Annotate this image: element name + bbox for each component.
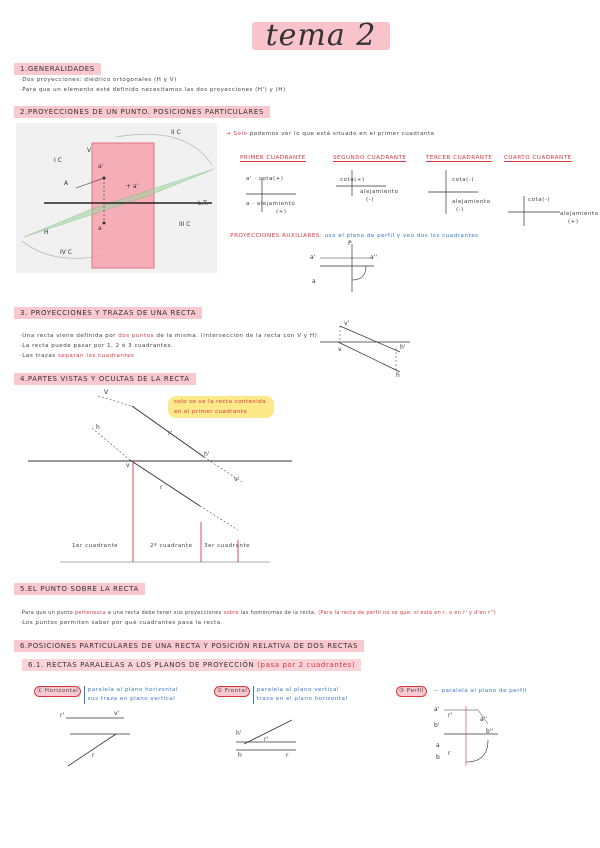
quadrant-label-4: IV C [60,249,72,256]
case1-plus: (+) [276,209,287,215]
point-label-a-prime: a' [98,163,104,170]
vistas-label-r: r [160,484,163,491]
point-label-a-upper: A [64,180,69,187]
case2-cota: cota(+) [340,177,365,183]
horizontal-label-r: r [92,752,95,759]
perfil-label-p: P [348,240,352,247]
perfil-label-a: a [312,278,316,285]
plane-label-v: V [87,147,92,154]
recta-line-1: ·Una recta viene definida por dos puntos de la misma. (intersección de la recta con V y H) [20,333,318,339]
paralela-frontal: ② Frontal paralela al plano vertical traza en el plano horizontal [214,686,348,704]
point-label-plus-a: + a' [126,183,139,190]
frontal-label-r-prime: r' [264,736,269,743]
paralela-perfil: ③ Perfil — paralela al plano de perfil [396,686,527,697]
vistas-label-h: h [96,424,100,431]
section-heading-vistas: 4.PARTES VISTAS Y OCULTAS DE LA RECTA [14,373,196,385]
recta-line-2: ·La recta puede pasar por 1, 2 ó 3 cuadrantes. [20,343,174,349]
zone-3: 3er cuadrante [204,543,251,549]
generalidades-line-2: ·Para que un elemento esté definido necesitamos las dos proyecciones (H') y (H) [20,87,286,93]
recta-label-v: v [338,346,342,353]
frontal-label-h-prime: h' [236,730,242,737]
quadrant-label-1: I C [54,157,62,164]
case2-alejamiento: alejamiento [360,189,399,195]
zone-1: 1er cuadrante [72,543,119,549]
case-4-heading: CUARTO CUADRANTE [504,155,572,161]
intro-line: → Solo podemos ver lo que está situado en el primer cuadrante [226,131,435,137]
vistas-note: solo se ve la recta contenida en el primer cuadrante [168,396,274,418]
quadrant-label-2: II C [171,129,181,136]
generalidades-line-1: ·Dos proyecciones: diédrico ortogonales (H y V) [20,77,177,83]
punto-recta-line-2: ·Los puntos permiten saber por qué cuadrantes pasa la recta. [20,620,223,626]
punto-recta-line-1: ·Para que un punto pertenezca a una recta debe tener sus proyecciones sobre las homónimas de la recta. (Para la recta de perfil no se que: si está en r, o en r' y d'en r'') [20,610,497,616]
vistas-label-v: v [126,462,130,469]
case1-alejamiento: a · alejamiento [246,201,296,207]
case1-cota: a' · cota(+) [246,176,284,182]
section-heading-posiciones: 6.POSICIONES PARTICULARES DE UNA RECTA Y POSICIÓN RELATIVA DE DOS RECTAS [14,640,364,652]
section-heading-proyecciones-punto: 2.PROYECCIONES DE UN PUNTO. POSICIONES PARTICULARES [14,106,270,118]
frontal-label-h: h [238,752,242,759]
perfil-label-r-prime-6: r' [448,712,453,719]
point-label-a: a [98,225,102,232]
quadrant-label-3: III C [179,221,191,228]
subsection-heading-paralelas: 6.1. RECTAS PARALELAS A LOS PLANOS DE PROYECCIÓN (pasa por 2 cuadrantes) [22,659,361,671]
perfil-label-a-prime: a' [310,254,316,261]
case4-plus: (+) [568,219,579,225]
case-2-heading: SEGUNDO CUADRANTE [333,155,407,161]
section-heading-generalidades: 1.GENERALIDADES [14,63,101,75]
case3-cota: cota(-) [452,177,475,183]
paralela-horizontal: ① Horizontal paralela al plano horizontal sus traza en plano vertical [34,686,178,704]
recta-label-h-prime: h' [400,344,406,351]
perfil-label-r-6: r [448,750,451,757]
case-1-heading: PRIMER CUADRANTE [240,155,306,161]
page-title: tema 2 [252,22,390,50]
perfil-label-a-second: a'' [370,254,377,261]
recta-label-h: h [396,372,400,379]
perfil-note: ·PROYECCIONES AUXILIARES: uso el plano de perfil y veo dos los cuadrantes [228,233,479,239]
case3-alejamiento: alejamiento [452,199,491,205]
perfil-label-b-prime: b' [434,722,440,729]
zone-2: 2º cuadrante [150,543,193,549]
section-heading-punto-recta: 5.EL PUNTO SOBRE LA RECTA [14,583,145,595]
perfil-label-b-second: b'' [486,728,494,735]
case4-cota: cota(-) [528,197,551,203]
perfil-label-a-prime-6: a' [434,706,440,713]
perfil-label-a-6: a [436,742,440,749]
plane-label-h: H [44,229,49,236]
section-heading-recta: 3. PROYECCIONES Y TRAZAS DE UNA RECTA [14,307,202,319]
horizontal-label-r-prime: r' [60,712,65,719]
vistas-label-v-prime: v' [234,476,240,483]
perfil-label-b: b [436,754,440,761]
case-3-heading: TERCER CUADRANTE [426,155,493,161]
vistas-label-v-upper: V [104,389,109,396]
perfil-label-a-second-6: a'' [480,716,487,723]
recta-label-v-prime: v' [344,320,350,327]
ground-line-label: L.T. [198,200,209,207]
case4-alejamiento: alejamiento [560,211,599,217]
horizontal-label-v-prime: v' [114,710,120,717]
case2-minus: (-) [366,197,374,203]
frontal-label-r: r [286,752,289,759]
vistas-label-r-prime: r' [168,430,173,437]
case3-minus: (-) [456,207,464,213]
recta-line-3: ·Las trazas separan los cuadrantes [20,353,135,359]
vistas-label-h-prime: h' [204,451,210,458]
